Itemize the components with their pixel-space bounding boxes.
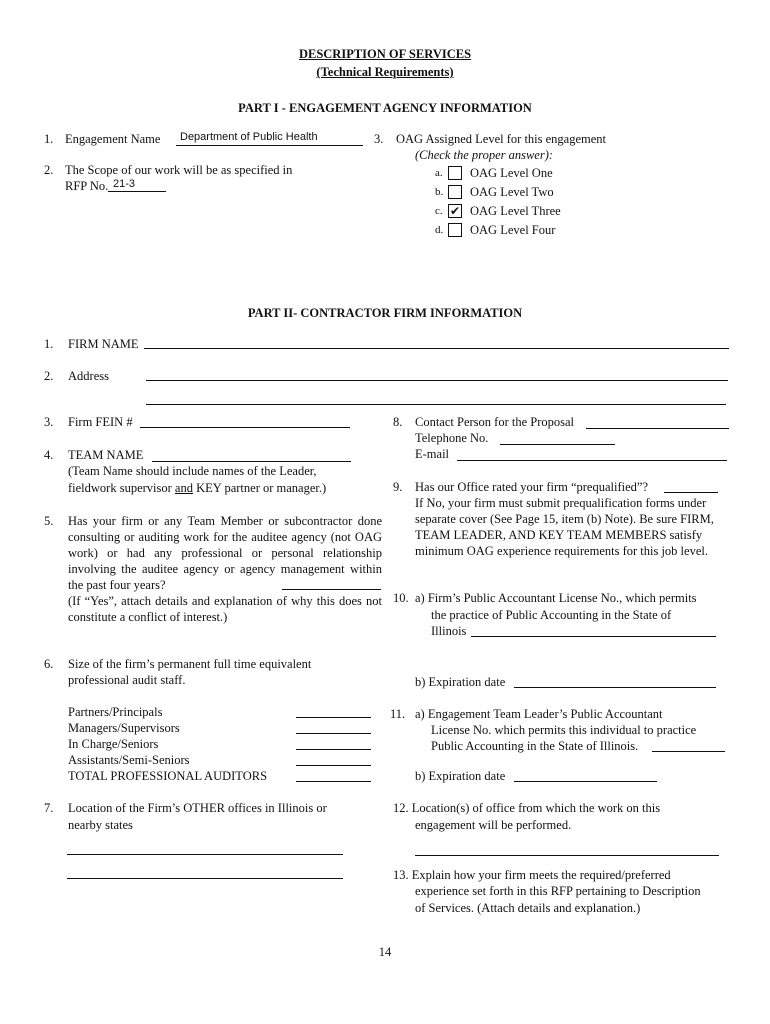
- team-name-note-line1: (Team Name should include names of the Leader,: [68, 464, 317, 478]
- part1-item1-number: 1.: [44, 132, 54, 146]
- oag-level-label: OAG Level Four: [470, 223, 556, 237]
- staff-category-label: Partners/Principals: [68, 705, 163, 719]
- staff-count-field[interactable]: [296, 733, 371, 734]
- engagement-name-value: Department of Public Health: [180, 131, 318, 143]
- staff-category-label: Assistants/Semi-Seniors: [68, 753, 190, 767]
- staff-category-label: Managers/Supervisors: [68, 721, 180, 735]
- firm-license-text-line3: Illinois: [431, 624, 467, 638]
- other-offices-label-line2: nearby states: [68, 818, 133, 832]
- firm-fein-field[interactable]: [140, 427, 350, 428]
- staff-category-label: In Charge/Seniors: [68, 737, 159, 751]
- firm-license-expiration-field[interactable]: [514, 687, 716, 688]
- engagement-name-label: Engagement Name: [65, 132, 161, 146]
- staff-count-field[interactable]: [296, 717, 371, 718]
- firm-license-field[interactable]: [471, 636, 716, 637]
- email-label: E-mail: [415, 447, 450, 461]
- prequalified-answer-field[interactable]: [664, 492, 718, 493]
- part2-item8-number: 8.: [393, 415, 403, 429]
- oag-level-letter: c.: [435, 205, 443, 217]
- firm-license-text-line2: the practice of Public Accounting in the State of: [431, 608, 672, 622]
- other-offices-field-line1[interactable]: [67, 854, 343, 855]
- oag-level-question: OAG Assigned Level for this engagement: [396, 132, 607, 146]
- page-number: 14: [378, 945, 392, 959]
- leader-license-expiration-label: b) Expiration date: [415, 769, 506, 783]
- part1-heading: PART I - ENGAGEMENT AGENCY INFORMATION: [238, 101, 532, 115]
- staff-count-field[interactable]: [296, 781, 371, 782]
- experience-text-line2: experience set forth in this RFP pertaining to Description: [415, 884, 701, 898]
- oag-level-letter: a.: [435, 167, 443, 179]
- page-subtitle: (Technical Requirements): [316, 65, 454, 79]
- team-name-note-line2: [68, 480, 326, 496]
- team-name-field[interactable]: [152, 461, 351, 462]
- experience-text-line3: of Services. (Attach details and explanation.): [415, 901, 641, 915]
- part2-item10-number: 10.: [393, 591, 409, 605]
- team-name-note-text-a: fieldwork supervisor: [68, 481, 175, 495]
- firm-license-text-line1: a) Firm’s Public Accountant License No., which permits: [415, 591, 697, 605]
- part2-item2-number: 2.: [44, 369, 54, 383]
- experience-text-line1: 13. Explain how your firm meets the required/preferred: [393, 868, 671, 882]
- part2-item9-number: 9.: [393, 480, 403, 494]
- page-title: DESCRIPTION OF SERVICES: [298, 47, 472, 61]
- other-offices-field-line2[interactable]: [67, 878, 343, 879]
- oag-level-checkbox[interactable]: [448, 204, 462, 218]
- part2-heading: PART II- CONTRACTOR FIRM INFORMATION: [247, 306, 523, 320]
- oag-level-checkbox[interactable]: [448, 185, 462, 199]
- team-name-note-and: and: [174, 481, 193, 495]
- engagement-name-field[interactable]: [176, 145, 363, 146]
- team-name-label: TEAM NAME: [68, 448, 144, 462]
- work-location-text-line2: engagement will be performed.: [415, 818, 572, 832]
- rfp-number-label: RFP No.: [65, 179, 109, 193]
- rfp-number-value: 21-3: [113, 178, 136, 190]
- team-name-note-text-c: KEY partner or manager.): [192, 481, 327, 495]
- prequalified-question: Has our Office rated your firm “prequalified”?: [415, 480, 648, 494]
- oag-level-label: OAG Level One: [470, 166, 553, 180]
- oag-level-checkbox[interactable]: [448, 166, 462, 180]
- firm-name-label: FIRM NAME: [68, 337, 139, 351]
- part2-item1-number: 1.: [44, 337, 54, 351]
- part2-item7-number: 7.: [44, 801, 54, 815]
- prior-relationship-question: Has your firm or any Team Member or subcontractor done consulting or auditing work for the auditee agency (not OAG work) or had any professional or personal relationship involving the auditee agency or agency management within the past four years?: [68, 514, 382, 592]
- email-field[interactable]: [457, 460, 727, 461]
- address-field-line1[interactable]: [146, 380, 728, 381]
- firm-name-field[interactable]: [144, 348, 729, 349]
- firm-fein-label: Firm FEIN #: [68, 415, 133, 429]
- other-offices-label-line1: Location of the Firm’s OTHER offices in Illinois or: [68, 801, 327, 815]
- checkmark-icon: ✔: [449, 204, 461, 218]
- scope-text: The Scope of our work will be as specified in: [65, 163, 293, 177]
- oag-level-checkbox[interactable]: [448, 223, 462, 237]
- oag-level-note: (Check the proper answer):: [415, 148, 554, 162]
- work-location-text-line1: 12. Location(s) of office from which the work on this: [393, 801, 661, 815]
- prior-relationship-answer-field[interactable]: [282, 589, 381, 590]
- oag-level-label: OAG Level Two: [470, 185, 554, 199]
- prior-relationship-note: (If “Yes”, attach details and explanation of why this does not constitute a conflict of interest.): [68, 594, 382, 624]
- leader-license-text-line3: Public Accounting in the State of Illinois.: [431, 739, 639, 753]
- work-location-field[interactable]: [415, 855, 719, 856]
- part1-item2-number: 2.: [44, 163, 54, 177]
- leader-license-text-line1: a) Engagement Team Leader’s Public Accountant: [415, 707, 663, 721]
- staff-count-field[interactable]: [296, 749, 371, 750]
- oag-level-letter: b.: [435, 186, 444, 198]
- telephone-field[interactable]: [500, 444, 615, 445]
- contact-person-field[interactable]: [586, 428, 729, 429]
- oag-level-letter: d.: [435, 224, 444, 236]
- address-label: Address: [68, 369, 109, 383]
- firm-license-expiration-label: b) Expiration date: [415, 675, 506, 689]
- leader-license-expiration-field[interactable]: [514, 781, 657, 782]
- contact-person-label: Contact Person for the Proposal: [415, 415, 575, 429]
- part2-item11-number: 11.: [390, 707, 406, 721]
- staff-size-text-line1: Size of the firm’s permanent full time equivalent: [68, 657, 312, 671]
- part2-item6-number: 6.: [44, 657, 54, 671]
- leader-license-text-line2: License No. which permits this individual to practice: [431, 723, 697, 737]
- part2-item4-number: 4.: [44, 448, 54, 462]
- part1-item3-number: 3.: [374, 132, 384, 146]
- prequalified-note: If No, your firm must submit prequalification forms under separate cover (See Page 15, item (b) Note). Be sure FIRM, TEAM LEADER, AND KEY TEAM MEMBERS satisfy minimum OAG experience requirements for this job level.: [415, 496, 714, 558]
- staff-category-label: TOTAL PROFESSIONAL AUDITORS: [68, 769, 268, 783]
- part2-item3-number: 3.: [44, 415, 54, 429]
- staff-count-field[interactable]: [296, 765, 371, 766]
- staff-size-text-line2: professional audit staff.: [68, 673, 186, 687]
- address-field-line2[interactable]: [146, 404, 726, 405]
- part2-item5-number: 5.: [44, 514, 54, 528]
- leader-license-field[interactable]: [652, 751, 725, 752]
- telephone-label: Telephone No.: [415, 431, 489, 445]
- oag-level-label: OAG Level Three: [470, 204, 561, 218]
